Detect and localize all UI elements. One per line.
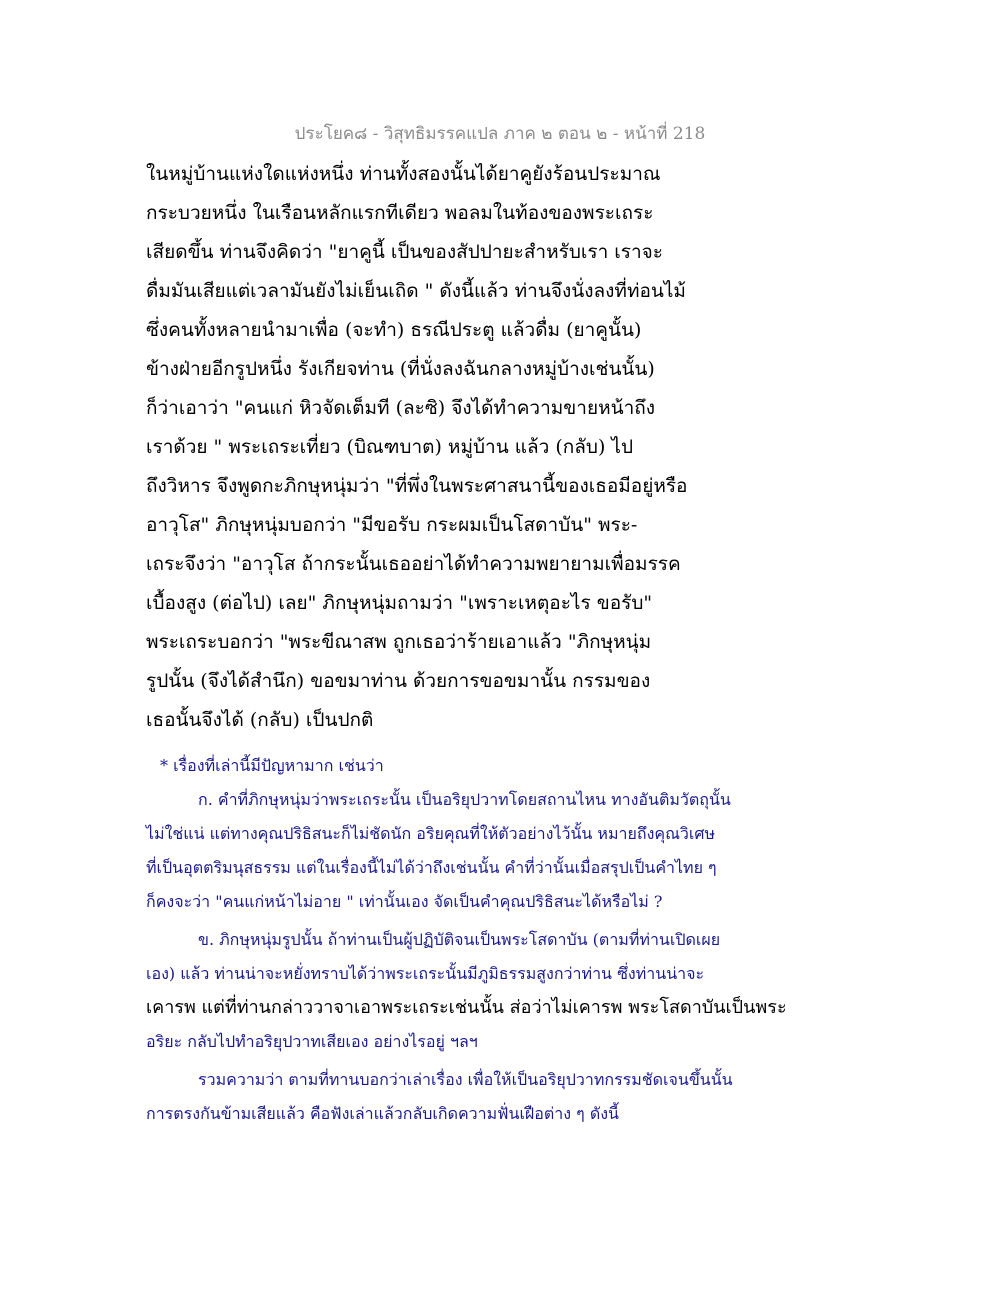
footnote-line: เคารพ แต่ที่ท่านกล่าววาจาเอาพระเถระเช่นนั้น ส่อว่าไม่เคารพ พระโสดาบันเป็นพระ [146, 997, 787, 1018]
text-line: อาวุโส" ภิกษุหนุ่มบอกว่า "มีขอรับ กระผมเป็นโสดาบัน" พระ- [146, 514, 638, 536]
text-line: พระเถระบอกว่า "พระขีณาสพ ถูกเธอว่าร้ายเอาแล้ว "ภิกษุหนุ่ม [146, 631, 652, 653]
footnote-line: ที่เป็นอุตตริมนุสธรรม แต่ในเรื่องนี้ไม่ได้ว่าถึงเช่นนั้น คำที่ว่านั้นเมื่อสรุปเป็นคำไทย ๆ [146, 858, 717, 877]
text-line: ในหมู่บ้านแห่งใดแห่งหนึ่ง ท่านทั้งสองนั้นได้ยาคูยังร้อนประมาณ [146, 163, 661, 185]
text-line: ก็ว่าเอาว่า "คนแก่ หิวจัดเต็มที (ละซิ) จึงได้ทำความขายหน้าถึง [146, 397, 656, 419]
footnote-line: รวมความว่า ตามที่ทานบอกว่าเล่าเรื่อง เพื่อให้เป็นอริยุปวาทกรรมชัดเจนขึ้นนั้น [198, 1070, 733, 1089]
text-line: เถระจึงว่า "อาวุโส ถ้ากระนั้นเธออย่าได้ทำความพยายามเพื่อมรรค [146, 553, 681, 575]
text-line: เราด้วย " พระเถระเที่ยว (บิณฑบาต) หมู่บ้าน แล้ว (กลับ) ไป [146, 436, 634, 458]
text-line: ซึ่งคนทั้งหลายนำมาเพื่อ (จะทำ) ธรณีประตู แล้วดื่ม (ยาคูนั้น) [146, 319, 642, 341]
footnote-line: ไม่ใช่แน่ แต่ทางคุณปริธิสนะก็ไม่ชัดนัก อริยคุณที่ให้ตัวอย่างไว้นั้น หมายถึงคุณวิเศษ [146, 824, 716, 843]
text-line: กระบวยหนึ่ง ในเรือนหลักแรกทีเดียว พอลมในท้องของพระเถระ [146, 202, 654, 224]
footnote-line: * เรื่องที่เล่านี้มีปัญหามาก เช่นว่า [160, 756, 384, 775]
text-line: เสียดขึ้น ท่านจึงคิดว่า "ยาคูนี้ เป็นของสัปปายะสำหรับเรา เราจะ [146, 241, 663, 263]
text-line: เธอนั้นจึงได้ (กลับ) เป็นปกติ [146, 709, 374, 731]
main-text-block [146, 156, 846, 741]
running-header: ประโยค๘ - วิสุทธิมรรคแปล ภาค ๒ ตอน ๒ - หน้าที่ 218 [294, 124, 706, 144]
footnote-line: การตรงกันข้ามเสียแล้ว คือฟังเล่าแล้วกลับเกิดความฟั่นเฝือต่าง ๆ ดังนี้ [146, 1104, 619, 1123]
footnote-block [146, 750, 846, 1132]
footnote-line: ข. ภิกษุหนุ่มรูปนั้น ถ้าท่านเป็นผู้ปฏิบัติจนเป็นพระโสดาบัน (ตามที่ท่านเปิดเผย [198, 930, 721, 949]
footnote-line: ก็คงจะว่า "คนแก่หน้าไม่อาย " เท่านั้นเอง จัดเป็นคำคุณปริธิสนะได้หรือไม่ ? [146, 892, 663, 911]
footnote-line: เอง) แล้ว ท่านน่าจะหยั่งทราบได้ว่าพระเถระนั้นมีภูมิธรรมสูงกว่าท่าน ซึ่งท่านน่าจะ [146, 964, 705, 983]
text-line: เบื้องสูง (ต่อไป) เลย" ภิกษุหนุ่มถามว่า "เพราะเหตุอะไร ขอรับ" [146, 592, 653, 614]
text-line: รูปนั้น (จึงได้สำนึก) ขอขมาท่าน ด้วยการขอขมานั้น กรรมของ [146, 670, 651, 692]
text-line: ข้างฝ่ายอีกรูปหนึ่ง รังเกียจท่าน (ที่นั่งลงฉันกลางหมู่บ้างเช่นนั้น) [146, 358, 655, 380]
footnote-line: อริยะ กลับไปทำอริยุปวาทเสียเอง อย่างไรอยู่ ฯลฯ [146, 1032, 478, 1051]
text-line: ถึงวิหาร จึงพูดกะภิกษุหนุ่มว่า "ที่พึ่งในพระศาสนานี้ของเธอมีอยู่หรือ [146, 475, 688, 497]
text-line: ดื่มมันเสียแต่เวลามันยังไม่เย็นเถิด " ดังนี้แล้ว ท่านจึงนั่งลงที่ท่อนไม้ [146, 280, 686, 302]
footnote-line: ก. คำที่ภิกษุหนุ่มว่าพระเถระนั้น เป็นอริยุปวาทโดยสถานไหน ทางอันติมวัตถุนั้น [198, 790, 731, 809]
